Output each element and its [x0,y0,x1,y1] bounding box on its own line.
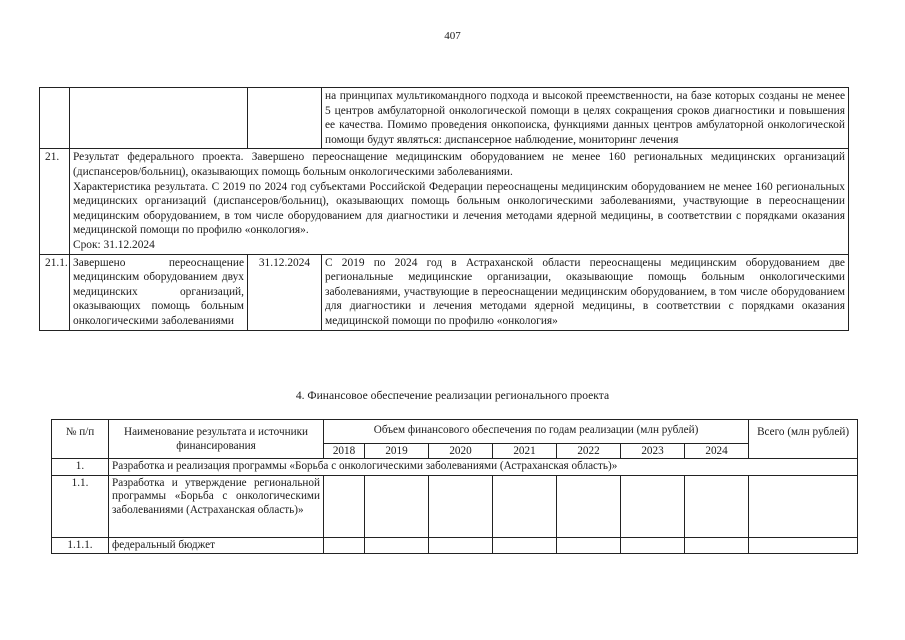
year-label: 2024 [685,444,749,459]
result-deadline: Срок: 31.12.2024 [73,238,155,251]
row-text: Разработка и утверждение региональной программы «Борьба с онкологическими заболеваниями (Астраханская область)» [109,475,324,537]
federal-result-text: Результат федерального проекта. Завершено переоснащение медицинским оборудованием не менее 160 региональных медицинских организаций (диспансеров/больниц), оказывающих помощь больным онкологическими заболеваниями. [73,151,845,178]
year-label: 2021 [493,444,557,459]
regional-result-name: Завершено переоснащение медицинским оборудованием двух медицинских организаций, оказывающих помощь больным онкологическими заболеваниями [70,254,248,330]
year-label: 2020 [429,444,493,459]
table-row [52,475,858,537]
year-label: 2018 [324,444,365,459]
year-label: 2023 [621,444,685,459]
table-row [40,254,849,330]
result-table [39,87,849,331]
row-text: федеральный бюджет [109,537,324,554]
header-total: Всего (млн рублей) [749,420,858,459]
result-characteristic: Характеристика результата. С 2019 по 2024 год субъектами Российской Федерации переоснащены медицинским оборудованием не менее 160 региональных медицинских организаций (диспансеров/больниц), оказывающих помощь больным онкологическими заболеваниями, участвующие в переоснащении медицинским оборудованием, в том числе оборудованием для диагностики и лечения методами ядерной медицины, в соответствии с порядками оказания медицинской помощи по профилю «онкология». [73,180,845,237]
year-label: 2019 [365,444,429,459]
section-heading: 4. Финансовое обеспечение реализации регионального проекта [295,389,610,402]
regional-result-description: С 2019 по 2024 год в Астраханской области переоснащены медицинским оборудованием две региональные медицинские организации, оказывающие помощь больным онкологическими заболеваниями, участвующие в переоснащении медицинским оборудованием, в том числе оборудованием для диагностики и лечения методами ядерной медицины, в соответствии с порядками оказания медицинской помощи по профилю «онкология» [322,254,849,330]
finance-table [51,419,858,554]
header-volume: Объем финансового обеспечения по годам реализации (млн рублей) [324,420,749,444]
row-number: 1.1.1. [52,537,109,554]
table-row [40,88,849,149]
header-name: Наименование результата и источники финансирования [109,420,324,459]
row-number: 1.1. [52,475,109,537]
table-row [52,459,858,476]
row-text: Разработка и реализация программы «Борьба с онкологическими заболеваниями (Астраханская область)» [109,459,858,476]
page-number: 407 [444,30,461,42]
header-num: № п/п [52,420,109,459]
table-row [52,537,858,554]
year-label: 2022 [557,444,621,459]
row-number: 1. [52,459,109,476]
row-number: 21. [40,149,70,254]
regional-result-date: 31.12.2024 [248,254,322,330]
header-row [52,420,858,444]
federal-result-cell [70,149,849,254]
continuation-text: на принципах мультикомандного подхода и высокой преемственности, на базе которых созданы не менее 5 центров амбулаторной онкологической помощи в целях сокращения сроков диагностики и повышения ее качества. Помимо проведения онкопоиска, функциями данных центров амбулаторной онкологической помощи будут являться: диспансерное наблюдение, мониторинг лечения [322,88,849,149]
table-row [40,149,849,254]
row-number: 21.1. [40,254,70,330]
